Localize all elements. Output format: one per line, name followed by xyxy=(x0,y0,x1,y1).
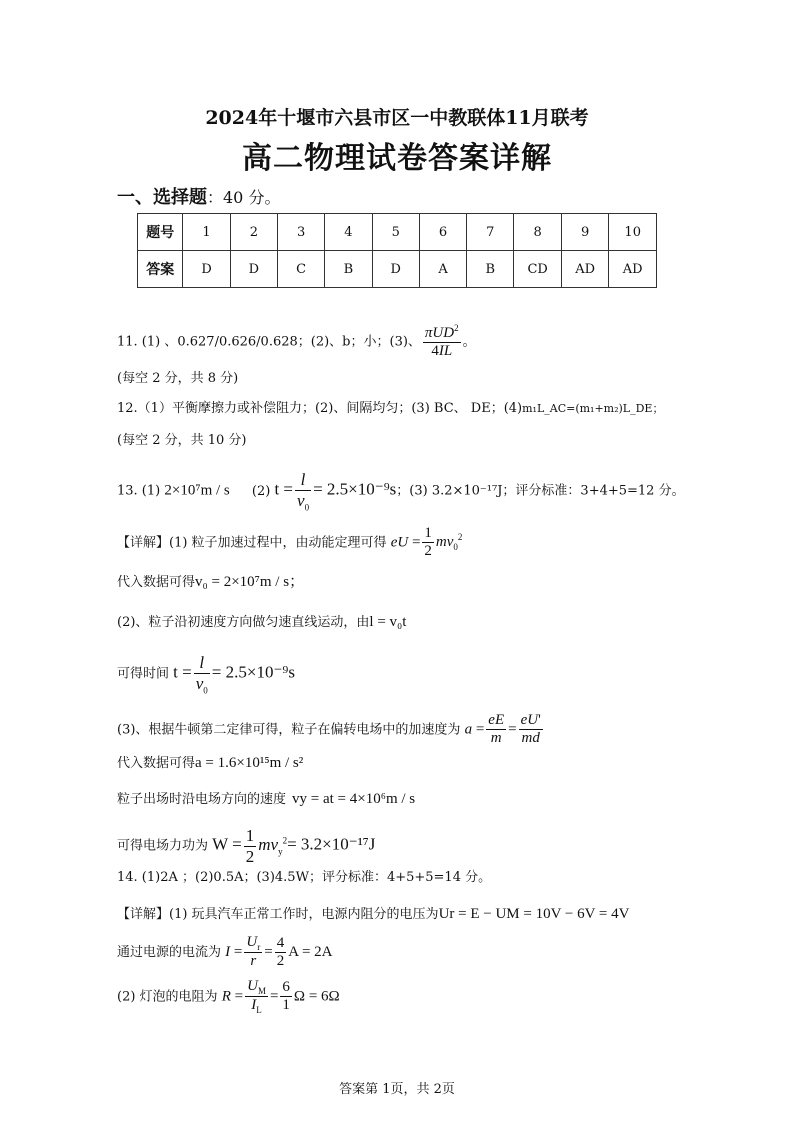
table-cell: 7 xyxy=(467,214,514,251)
q13-detail2: (2)、粒子沿初速度方向做匀速直线运动，由l = v₀t xyxy=(117,614,407,630)
section-score: ：40 分。 xyxy=(207,188,281,207)
table-cell: 9 xyxy=(561,214,608,251)
q14-current: 通过电源的电流为 I = $\frac{U_r}{r}$ = $\frac{4}{2}$ A = 2A xyxy=(117,934,333,970)
table-cell: 5 xyxy=(372,214,419,251)
formula-fraction: $\frac{\pi UD^2}{4IL}$ xyxy=(424,323,459,360)
table-cell: 8 xyxy=(514,214,561,251)
table-cell: 1 xyxy=(183,214,230,251)
table-cell: 4 xyxy=(325,214,372,251)
table-cell: C xyxy=(278,251,325,288)
q14-resistance: (2) 灯泡的电阻为 R = $\frac{U_M}{I_L}$ = $\frac{6}{1}$ Ω = 6Ω xyxy=(117,978,340,1016)
q11-line: 11. (1) 、0.627/0.626/0.628；(2)、b；小；(3)、 $\frac{\pi UD^2}{4IL}$ 。 xyxy=(117,323,476,360)
section-heading xyxy=(117,183,280,209)
table-cell: B xyxy=(467,251,514,288)
table-cell: 3 xyxy=(278,214,325,251)
table-cell: A xyxy=(419,251,466,288)
q12-line: 12.（1）平衡摩擦力或补偿阻力；(2)、间隔均匀；(3) BC、 DE；(4)m₁L_AC=(m₁+m₂)L_DE； xyxy=(117,401,664,416)
table-cell: 2 xyxy=(230,214,277,251)
table-cell: 10 xyxy=(609,214,657,251)
q14-line: 14. (1)2A ；(2)0.5A；(3)4.5W；评分标准：4+5+5=14 分。 xyxy=(117,870,492,885)
page-footer: 答案第 1页，共 2页 xyxy=(339,1082,455,1097)
q13-time: 可得时间 t = $\frac{l}{v_0}$ = 2.5×10⁻⁹s xyxy=(117,653,295,695)
table-cell: D xyxy=(372,251,419,288)
table-cell: B xyxy=(325,251,372,288)
table-cell: AD xyxy=(609,251,657,288)
table-cell: 6 xyxy=(419,214,466,251)
q14-detail1: 【详解】(1) 玩具汽车正常工作时，电源内阻分的电压为Ur = E − UM = 10V − 6V = 4V xyxy=(117,906,630,922)
table-cell: D xyxy=(183,251,230,288)
q13-line: 13. (1) 2×10⁷m / s (2) t = $\frac{l}{v_0}$ = 2.5×10⁻⁹s；(3) 3.2×10⁻¹⁷J；评分标准：3+4+5=12 分。 xyxy=(117,470,685,512)
section-label: 一、选择题 xyxy=(117,187,207,208)
table-cell: AD xyxy=(561,251,608,288)
q13-sub1: 代入数据可得v₀ = 2×10⁷m / s； xyxy=(117,574,305,590)
exam-title: 2024年十堰市六县市区一中教联体11月联考 xyxy=(205,107,589,129)
q11-note: (每空 2 分，共 8 分) xyxy=(117,371,239,386)
q13-vy: 粒子出场时沿电场方向的速度 vy = at = 4×10⁶m / s xyxy=(117,791,416,807)
q13-detail1: 【详解】(1) 粒子加速过程中，由动能定理可得 eU = $\frac{1}{2}$ $mv_0^2$ xyxy=(117,525,463,560)
answer-table xyxy=(137,213,657,288)
document-title: 高二物理试卷答案详解 xyxy=(242,141,552,176)
table-row-answers xyxy=(138,251,657,288)
table-row-numbers xyxy=(138,214,657,251)
table-header: 题号 xyxy=(138,214,183,251)
q13-work: 可得电场力功为 W = $\frac{1}{2}$ $mv_y^2= 3.2\times 10^{-17}J$ xyxy=(117,826,376,866)
q13-detail3: (3)、根据牛顿第二定律可得，粒子在偏转电场中的加速度为 a = $\frac{eE}{m}$ = $\frac{eU'}{md}$ xyxy=(117,712,541,747)
table-cell: D xyxy=(230,251,277,288)
q12-note: (每空 2 分，共 10 分) xyxy=(117,433,247,448)
q12-formula: m₁L_AC=(m₁+m₂)L_DE； xyxy=(522,402,664,415)
table-header: 答案 xyxy=(138,251,183,288)
table-cell: CD xyxy=(514,251,561,288)
q13-accel: 代入数据可得a = 1.6×10¹⁵m / s² xyxy=(117,755,304,771)
